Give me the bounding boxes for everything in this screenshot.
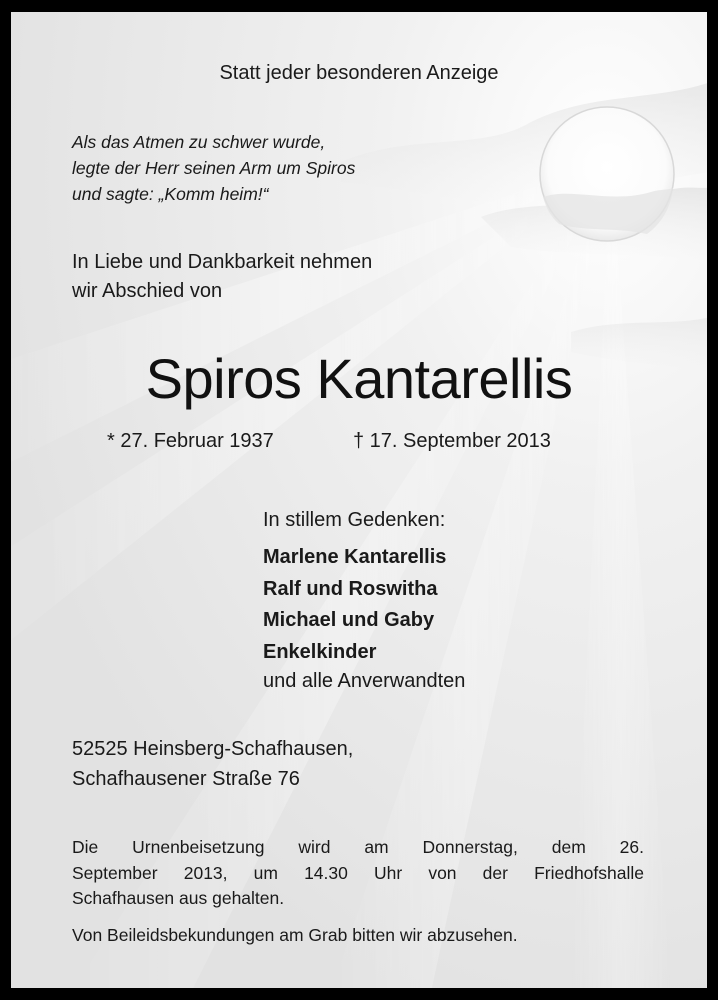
mourner-name: Marlene Kantarellis xyxy=(263,546,447,568)
closing-remark: Von Beileidsbekundungen am Grab bitten wir abzusehen. xyxy=(72,925,518,945)
mourners-list xyxy=(263,542,446,668)
deceased-name: Spiros Kantarellis xyxy=(145,347,573,410)
relatives-line: und alle Anverwandten xyxy=(263,670,466,692)
intro-text xyxy=(72,248,372,306)
address-line: Schafhausener Straße 76 xyxy=(72,768,300,790)
verse-line: Als das Atmen zu schwer wurde, xyxy=(72,132,326,152)
address-line: 52525 Heinsberg-Schafhausen, xyxy=(72,738,354,760)
notice-header: Statt jeder besonderen Anzeige xyxy=(219,62,499,84)
address xyxy=(72,734,353,794)
obituary-card xyxy=(11,12,707,988)
verse xyxy=(72,129,355,207)
mourner-name: Michael und Gaby xyxy=(263,609,435,631)
intro-line: wir Abschied von xyxy=(72,280,223,302)
funeral-notice xyxy=(72,835,644,912)
notice-line: Die Urnenbeisetzung wird am Donnerstag, dem 26. xyxy=(72,837,644,857)
mourner-name: Enkelkinder xyxy=(263,640,377,663)
verse-line: legte der Herr seinen Arm um Spiros xyxy=(72,158,356,178)
intro-line: In Liebe und Dankbarkeit nehmen xyxy=(72,251,373,273)
death-date: † 17. September 2013 xyxy=(353,430,551,452)
memory-label: In stillem Gedenken: xyxy=(263,509,446,531)
mourner-name: Ralf und Roswitha xyxy=(263,577,438,600)
verse-line: und sagte: „Komm heim!“ xyxy=(72,184,269,204)
notice-line: Schafhausen aus gehalten. xyxy=(72,888,285,908)
notice-line: September 2013, um 14.30 Uhr von der Friedhofshalle xyxy=(72,862,644,883)
birth-date: * 27. Februar 1937 xyxy=(107,430,274,452)
